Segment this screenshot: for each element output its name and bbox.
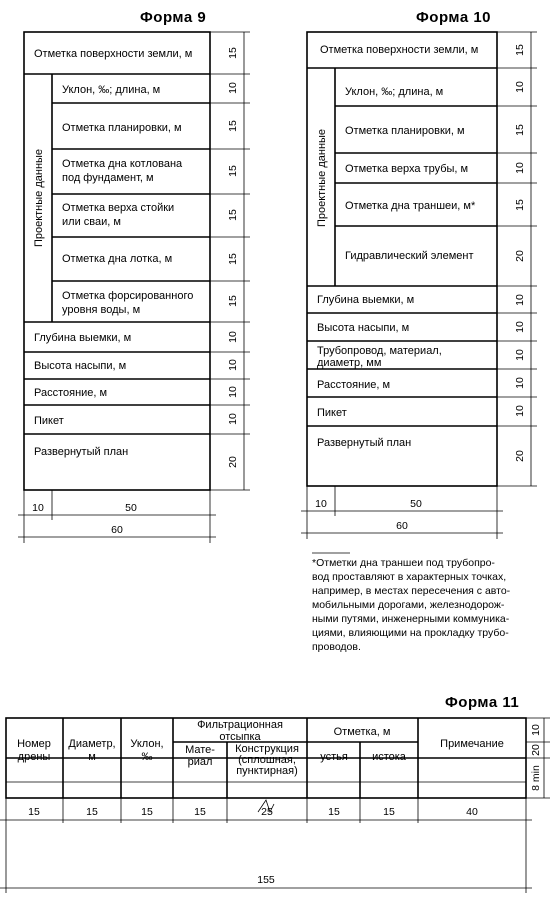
form10-row-height: 20 bbox=[514, 250, 526, 262]
form10 bbox=[301, 9, 537, 653]
form10-width-right: 50 bbox=[410, 498, 422, 510]
form10-row-label: Трубопровод, материал, bbox=[317, 345, 442, 357]
form11-header-construction: (сплошная, bbox=[238, 754, 296, 766]
form9-row-height: 15 bbox=[227, 120, 239, 132]
form10-row-label: диаметр, мм bbox=[317, 357, 382, 369]
form9-row-label: Развернутый план bbox=[34, 446, 129, 458]
form9-row-label: Отметка дна котлована bbox=[62, 158, 183, 170]
form9-width-total: 60 bbox=[111, 524, 123, 536]
svg-text:мобильными дорогами, железнодо: мобильными дорогами, железнодорож- bbox=[312, 599, 505, 611]
form9-title: Форма 9 bbox=[140, 9, 207, 26]
form10-row-label: Развернутый план bbox=[317, 437, 412, 449]
form11-header-drain-number: дрены bbox=[17, 751, 51, 763]
form9-row-label: Отметка форсированного bbox=[62, 290, 194, 302]
form9-row-label: Глубина выемки, м bbox=[34, 332, 132, 344]
form10-row-label: Гидравлический элемент bbox=[345, 250, 474, 262]
form9-row-label: Высота насыпи, м bbox=[34, 360, 127, 372]
form10-group-label: Проектные данные bbox=[316, 128, 328, 228]
form9-row-height: 20 bbox=[227, 456, 239, 468]
form10-row-label: Высота насыпи, м bbox=[317, 322, 410, 334]
form11-header-filter-fill: Фильтрационная bbox=[197, 719, 283, 731]
form10-row-label: Отметка дна траншеи, м* bbox=[345, 200, 476, 212]
form11-col-width: 15 bbox=[328, 806, 340, 818]
form10-row-height: 10 bbox=[514, 81, 526, 93]
form9-width-left: 10 bbox=[32, 502, 44, 514]
form9-row-label: Пикет bbox=[34, 415, 64, 427]
form11-row-height: 10 bbox=[530, 724, 542, 736]
form11-header-elevation: Отметка, м bbox=[333, 726, 391, 738]
form11-header-diameter: Диаметр, bbox=[68, 738, 116, 750]
form10-width-left: 10 bbox=[315, 498, 327, 510]
form11-col-width: 25 bbox=[261, 806, 273, 818]
svg-text:проводов.: проводов. bbox=[312, 641, 361, 653]
form9-row-height: 15 bbox=[227, 47, 239, 59]
form11-row-height: 20 bbox=[530, 744, 542, 756]
form9-row-label: под фундамент, м bbox=[62, 172, 154, 184]
form11-header-material: Мате- bbox=[185, 744, 215, 756]
form11-col-width: 40 bbox=[466, 806, 478, 818]
form9-row-label: Расстояние, м bbox=[34, 387, 108, 399]
form10-footnote bbox=[312, 557, 511, 653]
form10-row-label: Глубина выемки, м bbox=[317, 294, 415, 306]
form10-row-label: Уклон, ‰; длина, м bbox=[345, 86, 444, 98]
form9-row-label: Отметка поверхности земли, м bbox=[34, 48, 193, 60]
form11-header-slope: Уклон, bbox=[130, 738, 164, 750]
form11-header-construction: пунктирная) bbox=[236, 765, 298, 777]
form9 bbox=[18, 9, 250, 543]
form11-header-construction: Конструкция bbox=[235, 743, 299, 755]
form9-width-right: 50 bbox=[125, 502, 137, 514]
form10-row-height: 20 bbox=[514, 450, 526, 462]
form9-row-label: Отметка верха стойки bbox=[62, 202, 175, 214]
form9-row-height: 10 bbox=[227, 331, 239, 343]
form11-col-width: 15 bbox=[141, 806, 153, 818]
svg-text:*Отметки дна траншеи под трубо: *Отметки дна траншеи под трубопро- bbox=[312, 557, 495, 569]
form11-col-width: 15 bbox=[194, 806, 206, 818]
form9-row-height: 10 bbox=[227, 359, 239, 371]
form9-row-height: 15 bbox=[227, 165, 239, 177]
form11-header-diameter: м bbox=[88, 751, 96, 763]
form10-row-height: 15 bbox=[514, 199, 526, 211]
form11-header-filter-fill: отсыпка bbox=[219, 731, 261, 743]
form11-header-slope: ‰ bbox=[141, 751, 153, 763]
form10-row-height: 10 bbox=[514, 162, 526, 174]
form9-row-label: Отметка дна лотка, м bbox=[62, 253, 173, 265]
form11-header-material: риал bbox=[187, 756, 213, 768]
form10-row-height: 10 bbox=[514, 349, 526, 361]
form11-width-total: 155 bbox=[257, 874, 275, 886]
form11 bbox=[0, 694, 550, 893]
form11-title: Форма 11 bbox=[445, 694, 520, 711]
form10-row-height: 15 bbox=[514, 124, 526, 136]
form11-col-width: 15 bbox=[383, 806, 395, 818]
svg-text:например, в местах пересечения: например, в местах пересечения с авто- bbox=[312, 585, 511, 597]
form11-header-head: истока bbox=[372, 751, 406, 763]
form10-row-label: Отметка верха трубы, м bbox=[345, 163, 469, 175]
form10-row-height: 10 bbox=[514, 321, 526, 333]
form10-row-label: Отметка планировки, м bbox=[345, 125, 465, 137]
form9-row-height: 10 bbox=[227, 82, 239, 94]
form10-row-label: Отметка поверхности земли, м bbox=[320, 44, 479, 56]
form10-title: Форма 10 bbox=[416, 9, 492, 26]
svg-text:вод проставляют в характерных: вод проставляют в характерных точках, bbox=[312, 571, 507, 583]
form9-row-height: 15 bbox=[227, 209, 239, 221]
form11-header-note: Примечание bbox=[440, 738, 504, 750]
form9-row-label: или сваи, м bbox=[62, 216, 121, 228]
form10-row-height: 10 bbox=[514, 405, 526, 417]
form9-row-height: 10 bbox=[227, 386, 239, 398]
form9-group-label: Проектные данные bbox=[33, 148, 45, 248]
form9-row-height: 15 bbox=[227, 253, 239, 265]
form9-row-height: 10 bbox=[227, 413, 239, 425]
form10-row-height: 10 bbox=[514, 377, 526, 389]
form10-row-height: 10 bbox=[514, 294, 526, 306]
form9-row-label: уровня воды, м bbox=[62, 304, 141, 316]
form11-header-mouth: устья bbox=[320, 751, 348, 763]
svg-text:циями, влияющими на прокладку: циями, влияющими на прокладку трубо- bbox=[312, 627, 509, 639]
svg-text:ными путями, инженерными комму: ными путями, инженерными коммуника- bbox=[312, 613, 510, 625]
form11-header-drain-number: Номер bbox=[17, 738, 51, 750]
form10-row-label: Расстояние, м bbox=[317, 379, 391, 391]
form11-col-width: 15 bbox=[86, 806, 98, 818]
form11-row-height: 8 min bbox=[530, 765, 542, 791]
form10-row-label: Пикет bbox=[317, 407, 347, 419]
form10-row-height: 15 bbox=[514, 44, 526, 56]
form11-col-width: 15 bbox=[28, 806, 40, 818]
form10-width-total: 60 bbox=[396, 520, 408, 532]
form9-row-label: Уклон, ‰; длина, м bbox=[62, 84, 161, 96]
form9-row-height: 15 bbox=[227, 295, 239, 307]
form9-row-label: Отметка планировки, м bbox=[62, 122, 182, 134]
